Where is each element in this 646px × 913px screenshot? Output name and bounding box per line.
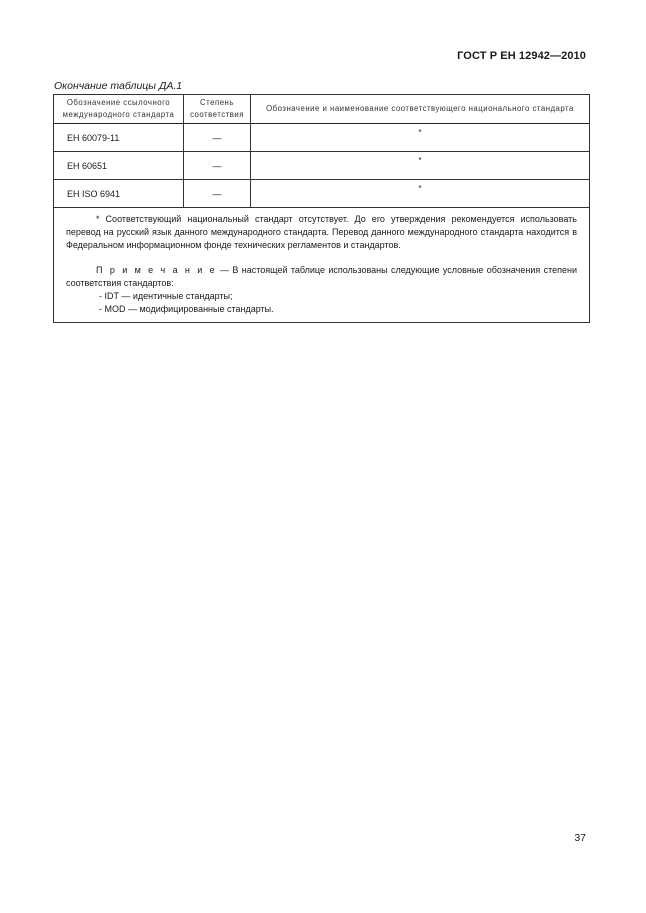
reference-standards-table — [53, 94, 590, 323]
column-header-international-standard: Обозначение ссылочного международного стандарта — [54, 95, 184, 124]
table-row — [54, 180, 590, 208]
cell-international-code: ЕН ISO 6941 — [54, 180, 184, 208]
table-caption: Окончание таблицы ДА.1 — [54, 80, 183, 92]
column-header-degree: Степень соответствия — [184, 95, 251, 124]
table-notes-cell — [54, 208, 590, 323]
note-text: — В настоящей таблице использованы следующие условные обозначения степени соответствия стандартов: — [66, 265, 577, 288]
cell-degree: — — [184, 152, 251, 180]
table-row — [54, 152, 590, 180]
cell-national-standard: * — [251, 124, 590, 152]
cell-degree: — — [184, 124, 251, 152]
cell-international-code: ЕН 60651 — [54, 152, 184, 180]
table-header-row — [54, 95, 590, 124]
table-notes-row — [54, 208, 590, 323]
footnote-text: * Соответствующий национальный стандарт отсутствует. До его утверждения рекомендуется использовать перевод на русский язык данного международного стандарта. Перевод данного международного стандарта находится в Федеральном информационном фонде технических регламентов и стандартов. — [66, 214, 577, 250]
note-label: П р и м е ч а н и е — [96, 265, 217, 275]
note-block — [66, 264, 577, 290]
note-item-idt: - IDT — идентичные стандарты; — [99, 291, 233, 301]
cell-degree: — — [184, 180, 251, 208]
table-row — [54, 124, 590, 152]
cell-national-standard: * — [251, 152, 590, 180]
note-item-mod: - MOD — модифицированные стандарты. — [99, 304, 274, 314]
reference-table-container — [53, 94, 589, 323]
cell-national-standard: * — [251, 180, 590, 208]
page-number: 37 — [574, 832, 586, 844]
column-header-national-standard: Обозначение и наименование соответствующего национального стандарта — [251, 95, 590, 124]
cell-international-code: ЕН 60079-11 — [54, 124, 184, 152]
standard-code-header: ГОСТ Р ЕН 12942—2010 — [457, 50, 586, 62]
